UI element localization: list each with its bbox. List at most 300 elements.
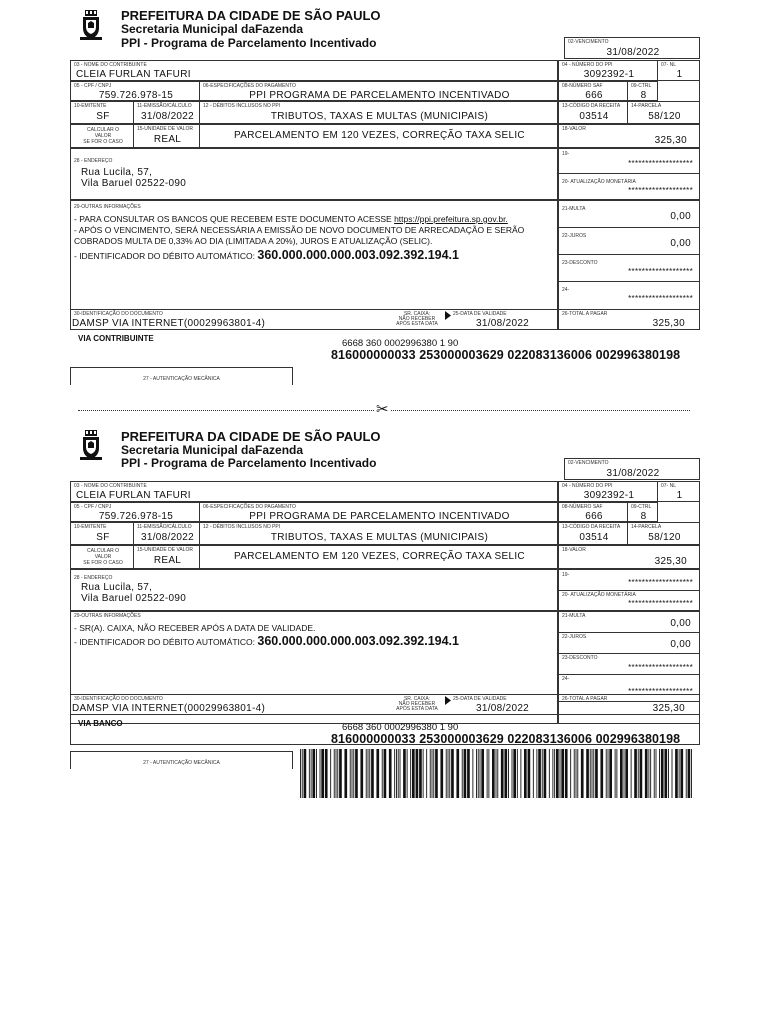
- outras-label: 29-OUTRAS INFORMAÇÕES: [74, 204, 141, 210]
- valor-value: 325,30: [654, 556, 687, 567]
- barcode-bar: [302, 749, 303, 798]
- desconto-box: [558, 254, 700, 282]
- sr-caixa-label-2: NÃO RECEBER: [398, 316, 436, 322]
- numero-saf-value: 666: [585, 511, 603, 522]
- codigo-receita-label: 13-CÓDIGO DA RECEITA: [562, 103, 621, 109]
- barcode-bar: [412, 749, 415, 798]
- vencimento-label: 02-VENCIMENTO: [568, 39, 609, 45]
- desconto-value: *******************: [628, 663, 693, 672]
- autenticacao-label: 27 - AUTENTICAÇÃO MECÂNICA: [143, 376, 220, 382]
- valor-value: 325,30: [654, 135, 687, 146]
- barcode-bar: [609, 749, 612, 798]
- barcode-bar: [321, 749, 324, 798]
- barcode-bar: [595, 749, 598, 798]
- especificacoes-box: [199, 502, 558, 522]
- barcode-bar: [645, 749, 648, 798]
- barcode-bar: [492, 749, 495, 798]
- unidade-box: [133, 545, 200, 569]
- cpf-box: [70, 502, 200, 522]
- identificacao-box: [70, 309, 558, 330]
- ctrl-label: 09-CTRL: [631, 504, 652, 510]
- endereco-label: 28 - ENDEREÇO: [74, 575, 113, 581]
- ctrl-value: 8: [640, 90, 647, 101]
- nl-box: [657, 60, 700, 81]
- sr-caixa-label-3: APÓS ESTA DATA: [396, 706, 438, 712]
- barcode-bar: [366, 749, 367, 798]
- identificacao-label: 30-IDENTIFICAÇÃO DO DOCUMENTO: [74, 696, 163, 702]
- scissors-icon: ✂: [376, 401, 389, 418]
- emissao-box: [133, 101, 200, 124]
- parcela-box: [627, 522, 700, 545]
- via-label: VIA CONTRIBUINTE: [78, 334, 154, 343]
- pointer-arrow-icon: [445, 311, 451, 320]
- barcode-bar: [309, 749, 310, 798]
- outras-label: 29-OUTRAS INFORMAÇÕES: [74, 613, 141, 619]
- numero-ppi-label: 04 - NÚMERO DO PPI: [562, 483, 613, 489]
- barcode-bar: [501, 749, 504, 798]
- codigo-receita-box: [558, 101, 628, 124]
- sr-caixa-label-3: APÓS ESTA DATA: [396, 321, 438, 327]
- field-19-value: *******************: [628, 159, 693, 168]
- barcode-bar: [352, 749, 353, 798]
- barcode-bar: [592, 749, 593, 798]
- identificacao-value: DAMSP VIA INTERNET(00029963801-4): [72, 318, 266, 329]
- endereco-label: 28 - ENDEREÇO: [74, 158, 113, 164]
- cpf-label: 05 - CPF / CNPJ: [74, 83, 112, 89]
- vencimento-label: 02-VENCIMENTO: [568, 460, 609, 466]
- endereco-line-1: Rua Lucila, 57,: [81, 582, 153, 593]
- field-19-label: 19-: [562, 572, 570, 578]
- debitos-value: TRIBUTOS, TAXAS E MULTAS (MUNICIPAIS): [270, 532, 489, 543]
- barcode-bar: [334, 749, 335, 798]
- cpf-box: [70, 81, 200, 101]
- barcode-bar: [536, 749, 537, 798]
- barcode-bar: [337, 749, 338, 798]
- barcode-bar: [419, 749, 422, 798]
- barcode-bar: [316, 749, 317, 798]
- barcode-bar: [407, 749, 408, 798]
- barcode-bar: [449, 749, 450, 798]
- unidade-value: REAL: [153, 134, 182, 145]
- barcode-bar: [369, 749, 370, 798]
- total-box: [558, 694, 700, 715]
- barcode-bar: [400, 749, 401, 798]
- barcode-bar: [398, 749, 399, 798]
- barcode-bar: [481, 749, 484, 798]
- barcode-bar: [487, 749, 488, 798]
- barcode-bar: [446, 749, 447, 798]
- valor-label: 18-VALOR: [562, 126, 586, 132]
- total-label: 26-TOTAL A PAGAR: [562, 311, 608, 317]
- numero-saf-box: [558, 502, 628, 522]
- debitos-value: TRIBUTOS, TAXAS E MULTAS (MUNICIPAIS): [270, 111, 489, 122]
- barcode-bar: [339, 749, 342, 798]
- barcode-bar: [504, 749, 507, 798]
- barcode-bar: [672, 749, 673, 798]
- total-label: 26-TOTAL A PAGAR: [562, 696, 608, 702]
- header-city: PREFEITURA DA CIDADE DE SÃO PAULO: [121, 429, 381, 444]
- debito-automatico-label: - IDENTIFICADOR DO DÉBITO AUTOMÁTICO:: [74, 251, 258, 261]
- juros-label: 22-JUROS: [562, 634, 587, 640]
- nome-value: CLEIA FURLAN TAFURI: [76, 69, 191, 80]
- unidade-label: 15-UNIDADE DE VALOR: [137, 126, 194, 132]
- barcode-bar: [448, 749, 449, 798]
- multa-label: 21-MULTA: [562, 206, 586, 212]
- vencimento-value: 31/08/2022: [606, 468, 660, 479]
- calcular-label-2: VALOR: [94, 133, 112, 139]
- barcode-bar: [344, 749, 347, 798]
- parcela-value: 58/120: [648, 532, 681, 543]
- barcode-bar: [476, 749, 477, 798]
- info-line-1-text: - PARA CONSULTAR OS BANCOS QUE RECEBEM ESTE DOCUMENTO ACESSE: [74, 214, 395, 224]
- via-label: VIA BANCO: [78, 719, 123, 728]
- barcode-bar: [508, 749, 509, 798]
- ctrl-box: [627, 81, 658, 101]
- barcode-bar: [648, 749, 649, 798]
- info-line-1: - SR(A). CAIXA, NÃO RECEBER APÓS A DATA DE VALIDADE.: [74, 623, 316, 633]
- validade-value: 31/08/2022: [476, 703, 530, 714]
- barcode-bar: [423, 749, 424, 798]
- barcode-bar: [600, 749, 603, 798]
- barcode-bar: [570, 749, 571, 798]
- calcular-label-3: SE FOR O CASO: [83, 139, 123, 145]
- valor-box: [558, 124, 700, 148]
- sr-caixa-label-1: SR. CAIXA:: [403, 311, 431, 317]
- barcode-bar: [552, 749, 553, 798]
- numero-ppi-label: 04 - NÚMERO DO PPI: [562, 62, 613, 68]
- juros-label: 22-JUROS: [562, 233, 587, 239]
- identificacao-box: [70, 694, 558, 715]
- numero-saf-label: 08-NÚMERO SAF: [562, 83, 603, 89]
- barcode-bar: [368, 749, 369, 798]
- barcode-bar: [560, 749, 561, 798]
- codigo-receita-value: 03514: [579, 111, 609, 122]
- codigo-receita-label: 13-CÓDIGO DA RECEITA: [562, 524, 621, 530]
- barcode-bar: [528, 749, 531, 798]
- calcular-label-3: SE FOR O CASO: [83, 560, 123, 566]
- barcode-bar: [371, 749, 374, 798]
- field-19-label: 19-: [562, 151, 570, 157]
- identificacao-value: DAMSP VIA INTERNET(00029963801-4): [72, 703, 266, 714]
- autenticacao-label: 27 - AUTENTICAÇÃO MECÂNICA: [143, 760, 220, 766]
- barcode-bar: [620, 749, 623, 798]
- atualizacao-value: *******************: [628, 599, 693, 608]
- barcode-bar: [488, 749, 489, 798]
- info-line-2: - APÓS O VENCIMENTO, SERÁ NECESSÁRIA A EMISSÃO DE NOVO DOCUMENTO DE ARRECADAÇÃO E SERÃO: [74, 225, 525, 235]
- barcode-bar: [325, 749, 328, 798]
- atualizacao-value: *******************: [628, 186, 693, 195]
- ctrl-label: 09-CTRL: [631, 83, 652, 89]
- barcode-bar: [396, 749, 397, 798]
- field-19-box: [558, 148, 700, 174]
- numero-ppi-box: [558, 481, 658, 502]
- vencimento-box: [564, 37, 700, 59]
- emissao-label: 11-EMISSÃO/CÁLCULO: [137, 524, 192, 530]
- especificacoes-box: [199, 81, 558, 101]
- barcode-bar: [586, 749, 589, 798]
- barcode-bar: [524, 749, 527, 798]
- barcode-bar: [353, 749, 354, 798]
- juros-box: [558, 227, 700, 255]
- descricao-value: PARCELAMENTO EM 120 VEZES, CORREÇÃO TAXA SELIC: [234, 551, 525, 562]
- city-crest-icon: [80, 430, 102, 460]
- numero-saf-box: [558, 81, 628, 101]
- debito-automatico-code: 360.000.000.000.003.092.392.194.1: [257, 248, 459, 262]
- calcular-box: [70, 545, 134, 569]
- endereco-line-1: Rua Lucila, 57,: [81, 167, 153, 178]
- header-city: PREFEITURA DA CIDADE DE SÃO PAULO: [121, 8, 381, 23]
- descricao-value: PARCELAMENTO EM 120 VEZES, CORREÇÃO TAXA SELIC: [234, 130, 525, 141]
- barcode-bar: [350, 749, 351, 798]
- debito-automatico-code: 360.000.000.000.003.092.392.194.1: [257, 634, 459, 648]
- especificacoes-value: PPI PROGRAMA DE PARCELAMENTO INCENTIVADO: [249, 511, 510, 522]
- debitos-label: 12 - DÉBITOS INCLUSOS NO PPI: [203, 103, 281, 109]
- barcode-bar: [432, 749, 433, 798]
- unidade-value: REAL: [153, 555, 182, 566]
- barcode-bar: [624, 749, 625, 798]
- sr-caixa-label-1: SR. CAIXA:: [403, 696, 431, 702]
- emitente-box: [70, 522, 134, 545]
- header-program: PPI - Programa de Parcelamento Incentivado: [121, 456, 377, 470]
- nome-label: 03 - NOME DO CONTRIBUINTE: [74, 62, 147, 68]
- barcode-bar: [556, 749, 559, 798]
- barcode-bar: [496, 749, 497, 798]
- field-19-value: *******************: [628, 578, 693, 587]
- parcela-label: 14-PARCELA: [631, 524, 662, 530]
- debito-automatico-label: - IDENTIFICADOR DO DÉBITO AUTOMÁTICO:: [74, 637, 258, 647]
- barcode-bar: [668, 749, 669, 798]
- cpf-value: 759.726.978-15: [98, 511, 174, 522]
- barcode-bar: [426, 749, 427, 798]
- barcode-bar: [320, 749, 321, 798]
- autenticacao-box: [70, 367, 293, 385]
- info-line-3: COBRADOS MULTA DE 0,33% AO DIA (LIMITADA A 20%), JUROS E ATUALIZAÇÃO (SELIC).: [74, 236, 433, 246]
- barcode-bar: [590, 749, 591, 798]
- valor-label: 18-VALOR: [562, 547, 586, 553]
- barcode-bar: [561, 749, 564, 798]
- nome-label: 03 - NOME DO CONTRIBUINTE: [74, 483, 147, 489]
- calcular-label-2: VALOR: [94, 554, 112, 560]
- barcode-bar: [659, 749, 660, 798]
- barcode-bar: [538, 749, 541, 798]
- nl-value: 1: [676, 490, 683, 501]
- barcode-bar: [403, 749, 406, 798]
- unidade-box: [133, 124, 200, 148]
- barcode-bar: [661, 749, 664, 798]
- numero-saf-label: 08-NÚMERO SAF: [562, 504, 603, 510]
- barcode-bar: [330, 749, 331, 798]
- especificacoes-label: 06-ESPECIFICAÇÕES DO PAGAMENTO: [203, 504, 296, 510]
- numero-ppi-value: 3092392-1: [583, 69, 635, 80]
- barcode-bar: [513, 749, 516, 798]
- atualizacao-box: [558, 173, 700, 200]
- total-box: [558, 309, 700, 330]
- barcode-bar: [312, 749, 315, 798]
- barcode-bar: [691, 749, 692, 798]
- parcela-box: [627, 101, 700, 124]
- barcode-bar: [355, 749, 358, 798]
- nome-box: [70, 481, 558, 502]
- barcode-bar: [520, 749, 521, 798]
- barcode-bar: [565, 749, 568, 798]
- info-line-1: [74, 214, 508, 225]
- barcode-bar: [497, 749, 498, 798]
- sr-caixa-label-2: NÃO RECEBER: [398, 701, 436, 707]
- nl-box: [657, 481, 700, 502]
- barcode-bar: [686, 749, 687, 798]
- linha-digitavel: 816000000033 253000003629 022083136006 002996380198: [331, 348, 681, 362]
- juros-value: 0,00: [670, 639, 691, 650]
- barcode-bar: [384, 749, 387, 798]
- barcode-bar: [634, 749, 637, 798]
- barcode-bar: [606, 749, 607, 798]
- barcode-bar: [512, 749, 513, 798]
- barcode-bar: [311, 749, 312, 798]
- barcode-bar: [654, 749, 655, 798]
- barcode-bar: [615, 749, 616, 798]
- slip-via-contribuinte: [0, 0, 768, 390]
- barcode-bar: [382, 749, 383, 798]
- especificacoes-value: PPI PROGRAMA DE PARCELAMENTO INCENTIVADO: [249, 90, 510, 101]
- identificacao-label: 30-IDENTIFICAÇÃO DO DOCUMENTO: [74, 311, 163, 317]
- multa-value: 0,00: [670, 211, 691, 222]
- barcode-bar: [631, 749, 632, 798]
- emitente-value: SF: [96, 532, 110, 543]
- barcode-bar: [625, 749, 628, 798]
- numero-saf-value: 666: [585, 90, 603, 101]
- barcode-bar: [433, 749, 434, 798]
- parcela-value: 58/120: [648, 111, 681, 122]
- nl-value: 1: [676, 69, 683, 80]
- calcular-box: [70, 124, 134, 148]
- multa-box: [558, 200, 700, 228]
- barcode-bar: [549, 749, 550, 798]
- barcode-bar: [410, 749, 411, 798]
- descricao-box: [199, 545, 558, 569]
- barcode-bar: [336, 749, 337, 798]
- barcode-bar: [664, 749, 667, 798]
- endereco-line-2: Vila Baruel 02522-090: [81, 593, 187, 604]
- barcode-bar: [464, 749, 467, 798]
- desconto-value: *******************: [628, 267, 693, 276]
- barcode-bar: [440, 749, 443, 798]
- barcode-bar: [581, 749, 584, 798]
- multa-value: 0,00: [670, 618, 691, 629]
- linha-digitavel: 816000000033 253000003629 022083136006 002996380198: [331, 732, 681, 746]
- pointer-arrow-icon: [445, 696, 451, 705]
- endereco-box: [70, 148, 558, 200]
- barcode-bar: [435, 749, 438, 798]
- field-24-value: *******************: [628, 687, 693, 696]
- barcode-bar: [544, 749, 547, 798]
- calcular-label-1: CALCULAR O: [87, 127, 119, 133]
- barcode-bar: [574, 749, 575, 798]
- multa-box: [558, 611, 700, 633]
- cpf-value: 759.726.978-15: [98, 90, 174, 101]
- field-19-box: [558, 569, 700, 591]
- slip-via-banco: [0, 420, 768, 820]
- debitos-box: [199, 522, 558, 545]
- desconto-label: 23-DESCONTO: [562, 655, 598, 661]
- barcode-bar: [593, 749, 594, 798]
- validade-value: 31/08/2022: [476, 318, 530, 329]
- debito-automatico-line: [74, 636, 459, 648]
- debito-automatico-line: [74, 250, 459, 262]
- codigo-receita-box: [558, 522, 628, 545]
- emissao-label: 11-EMISSÃO/CÁLCULO: [137, 103, 192, 109]
- parcela-label: 14-PARCELA: [631, 103, 662, 109]
- barcode-bar: [389, 749, 392, 798]
- barcode-bar: [576, 749, 577, 798]
- juros-value: 0,00: [670, 238, 691, 249]
- desconto-box: [558, 653, 700, 675]
- desconto-label: 23-DESCONTO: [562, 260, 598, 266]
- barcode-bar: [472, 749, 473, 798]
- barcode-bar: [517, 749, 518, 798]
- calcular-label-1: CALCULAR O: [87, 548, 119, 554]
- barcode-bar: [304, 749, 307, 798]
- barcode-bar: [467, 749, 470, 798]
- header-department: Secretaria Municipal daFazenda: [121, 22, 304, 36]
- barcode-bar: [640, 749, 643, 798]
- autenticacao-box: [70, 751, 293, 769]
- multa-label: 21-MULTA: [562, 613, 586, 619]
- emitente-value: SF: [96, 111, 110, 122]
- nl-label: 07- NL: [661, 62, 677, 68]
- linha-curta: 6668 360 0002996380 1 90: [342, 338, 459, 349]
- especificacoes-label: 06-ESPECIFICAÇÕES DO PAGAMENTO: [203, 83, 296, 89]
- ctrl-value: 8: [640, 511, 647, 522]
- city-crest-icon: [80, 10, 102, 40]
- validade-label: 25-DATA DE VALIDADE: [453, 696, 507, 702]
- cpf-label: 05 - CPF / CNPJ: [74, 504, 112, 510]
- endereco-box: [70, 569, 558, 611]
- barcode-bar: [542, 749, 543, 798]
- field-24-box: [558, 281, 700, 310]
- numero-ppi-value: 3092392-1: [583, 490, 635, 501]
- emitente-label: 10-EMITENTE: [74, 524, 107, 530]
- barcode-bar: [638, 749, 639, 798]
- debitos-box: [199, 101, 558, 124]
- barcode-bar: [478, 749, 479, 798]
- field-24-value: *******************: [628, 294, 693, 303]
- endereco-line-2: Vila Baruel 02522-090: [81, 178, 187, 189]
- barcode-bar: [650, 749, 651, 798]
- barcode-bar: [300, 749, 301, 798]
- linha-curta: 6668 360 0002996380 1 90: [342, 722, 459, 733]
- unidade-label: 15-UNIDADE DE VALOR: [137, 547, 194, 553]
- outras-informacoes-box: [70, 200, 558, 310]
- atualizacao-label: 20- ATUALIZAÇÃO MONETÁRIA: [562, 592, 636, 598]
- barcode-bar: [430, 749, 431, 798]
- nome-value: CLEIA FURLAN TAFURI: [76, 490, 191, 501]
- nome-box: [70, 60, 558, 81]
- cut-line: [78, 401, 690, 418]
- barcode-bar: [416, 749, 419, 798]
- barcode-bar: [480, 749, 481, 798]
- emitente-box: [70, 101, 134, 124]
- emissao-box: [133, 522, 200, 545]
- header-department: Secretaria Municipal daFazenda: [121, 443, 304, 457]
- barcode-bar: [577, 749, 578, 798]
- descricao-box: [199, 124, 558, 148]
- barcode-bar: [462, 749, 463, 798]
- barcode-bar: [451, 749, 454, 798]
- barcode-bar: [554, 749, 555, 798]
- header-program: PPI - Programa de Parcelamento Incentivado: [121, 36, 377, 50]
- atualizacao-box: [558, 590, 700, 611]
- ppi-portal-link[interactable]: https://ppi.prefeitura.sp.gov.br.: [394, 214, 508, 224]
